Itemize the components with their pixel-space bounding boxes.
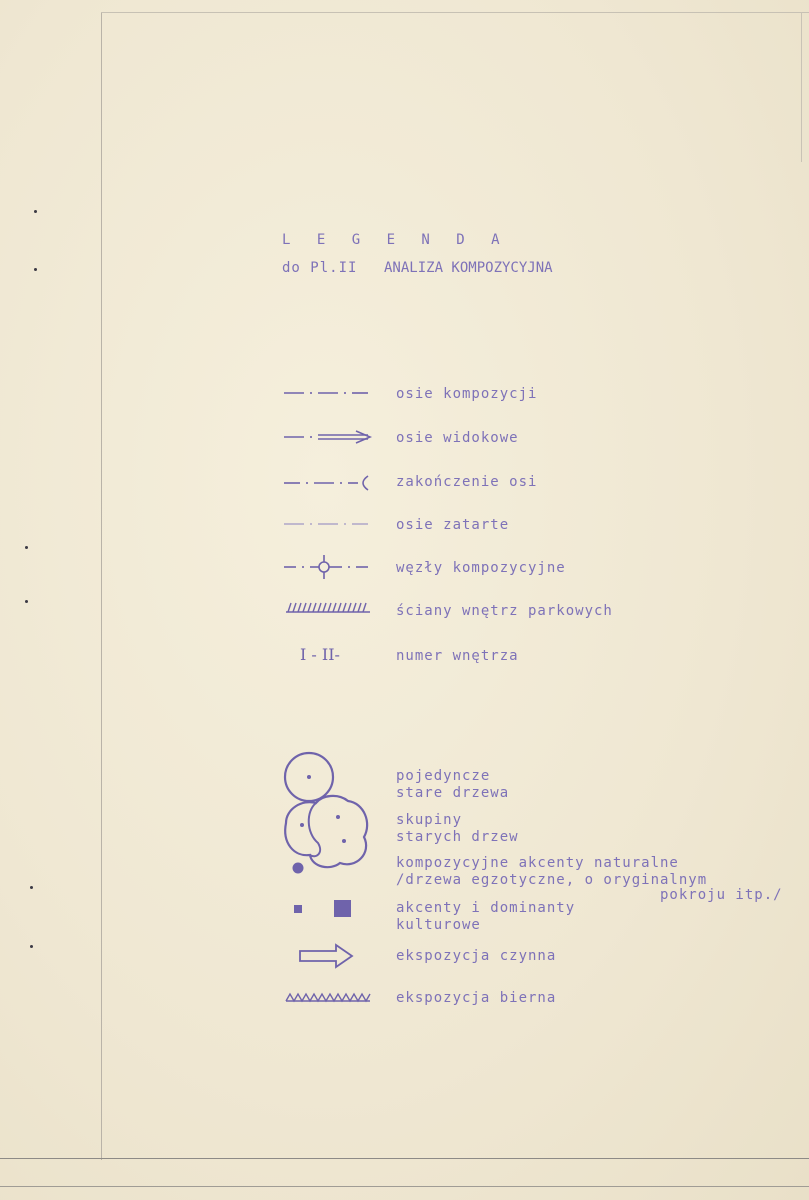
binding-mark <box>30 945 33 948</box>
frame-border-top <box>101 12 809 13</box>
legend-label-axes: osie kompozycji <box>396 386 538 402</box>
legend-label-cultural-accents: akcenty i dominanty kulturowe <box>396 900 576 933</box>
binding-mark <box>25 600 28 603</box>
frame-border-bottom <box>0 1158 809 1159</box>
legend-label-faded-axes: osie zatarte <box>396 517 510 533</box>
frame-border-bottom-outer <box>0 1186 809 1187</box>
interior-number-label: I - II- <box>300 645 340 664</box>
binding-mark <box>25 546 28 549</box>
legend-label-view-axes: osie widokowe <box>396 430 519 446</box>
dash-dot-arrow-icon <box>282 429 374 445</box>
filled-squares-icon <box>292 898 362 920</box>
legend-subtitle-plate: do Pl.II <box>282 260 358 276</box>
filled-dot-icon <box>290 860 306 876</box>
hollow-arrow-icon <box>298 943 356 969</box>
legend-label-active-exposure: ekspozycja czynna <box>396 948 557 964</box>
hatched-wall-icon <box>284 600 372 616</box>
legend-label-park-walls: ściany wnętrz parkowych <box>396 603 613 619</box>
composition-node-icon <box>282 553 372 581</box>
legend-label-interior-number: numer wnętrza <box>396 648 519 664</box>
frame-border-left <box>101 12 102 1160</box>
legend-label-natural-accents-cont: pokroju itp./ <box>660 887 783 903</box>
dash-dot-line-icon <box>282 386 372 400</box>
binding-mark <box>30 886 33 889</box>
legend-label-nodes: węzły kompozycyjne <box>396 560 566 576</box>
axis-ending-icon <box>282 474 372 492</box>
legend-title: L E G E N D A <box>282 232 509 248</box>
legend-label-axis-ending: zakończenie osi <box>396 474 538 490</box>
zigzag-line-icon <box>284 990 374 1004</box>
binding-mark <box>34 210 37 213</box>
frame-border-right <box>801 12 802 162</box>
legend-label-passive-exposure: ekspozycja bierna <box>396 990 557 1006</box>
legend-label-single-trees: pojedyncze stare drzewa <box>396 768 510 801</box>
binding-mark <box>34 268 37 271</box>
faded-axis-icon <box>282 517 372 531</box>
legend-subtitle-analysis: ANALIZA KOMPOZYCYJNA <box>384 260 553 276</box>
legend-label-natural-accents: kompozycyjne akcenty naturalne /drzewa egzotyczne, o oryginalnym <box>396 855 708 888</box>
legend-label-tree-groups: skupiny starych drzew <box>396 812 519 845</box>
